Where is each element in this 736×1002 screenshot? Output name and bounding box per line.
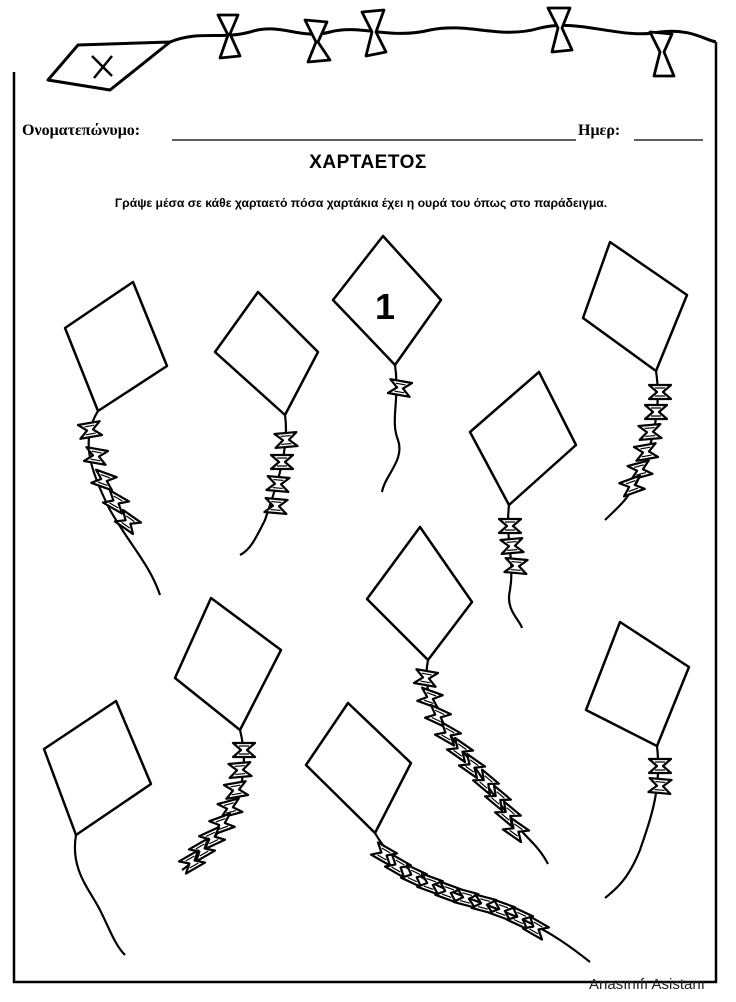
name-label: Ονοματεπώνυμο: — [22, 122, 141, 139]
tail-bow — [115, 510, 141, 534]
kite-2 — [215, 292, 318, 555]
kite-7 — [175, 598, 281, 874]
tail-bow — [499, 519, 521, 533]
tail-bow — [78, 421, 102, 439]
tail-bow — [228, 762, 251, 778]
tail-bow — [645, 405, 667, 419]
date-label: Ημερ: — [578, 122, 621, 139]
tail-bow — [500, 538, 523, 554]
tail-bow — [648, 778, 671, 794]
header-bows — [218, 8, 674, 76]
watermark-text: Anasınıfı Asistanı — [589, 976, 705, 993]
tail-bow — [649, 759, 671, 773]
kite-1 — [65, 282, 167, 595]
header-kite — [48, 42, 170, 90]
tail-bow — [266, 476, 289, 492]
tail-bow — [504, 558, 527, 574]
instruction-text: Γράψε μέσα σε κάθε χαρταετό πόσα χαρτάκια έχει η ουρά του όπως στο παράδειγμα. — [114, 196, 608, 210]
tail-bow — [274, 432, 297, 448]
kite-8 — [44, 701, 151, 955]
tail-bow — [271, 455, 293, 469]
tail-bow — [507, 907, 533, 929]
kite-10 — [586, 622, 689, 898]
tail-bow — [233, 743, 255, 757]
kite-6 — [367, 527, 548, 864]
worksheet-title: ΧΑΡΤΑΕΤΟΣ — [309, 152, 427, 173]
kite-example — [333, 236, 441, 492]
kite-5 — [470, 372, 576, 628]
tail-bow — [638, 424, 661, 440]
header-string — [170, 25, 716, 42]
tail-bow — [264, 498, 287, 514]
tail-bow — [388, 379, 412, 397]
example-answer: 1 — [374, 286, 396, 327]
kite-4 — [583, 242, 687, 520]
tail-bow — [84, 447, 108, 465]
tail-bow — [414, 669, 438, 687]
tail-bow — [103, 490, 129, 513]
tail-bow — [649, 385, 671, 399]
tail-bow — [224, 781, 248, 799]
tail-bow — [619, 476, 644, 497]
tail-bow — [634, 443, 658, 461]
tail-bow — [425, 705, 451, 727]
tail-bow — [523, 916, 549, 939]
